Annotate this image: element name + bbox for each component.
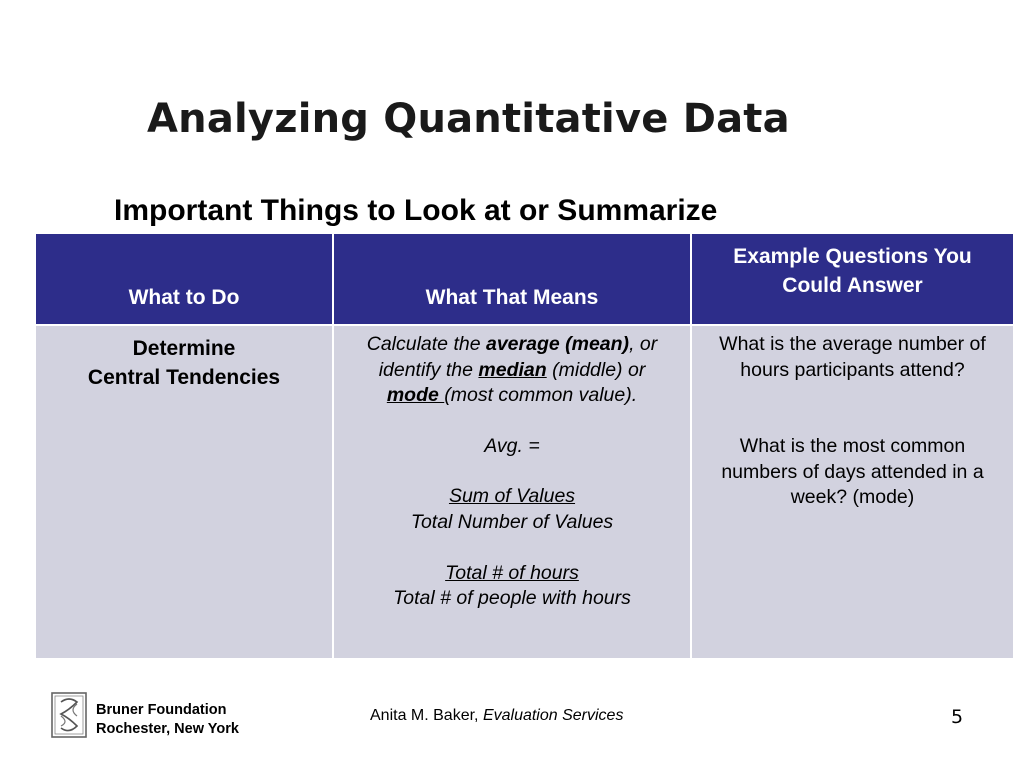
table-row [35,325,1014,659]
fraction2-denominator: Total # of people with hours [393,587,631,610]
summary-table [34,232,1015,660]
mode-term: mode [386,384,445,407]
footer-organization [96,701,239,739]
means-text: (most common value). [444,384,638,407]
avg-formula-label: Avg. = [484,434,540,457]
central-tendencies-label [44,332,324,392]
means-definition [342,332,682,409]
fraction2-numerator: Total # of hours [445,561,579,584]
means-text: identify the [378,358,479,381]
cell-what-that-means [333,325,691,659]
footer-org-name: Bruner Foundation [96,702,227,718]
cell-what-to-do [35,325,333,659]
slide-title: Analyzing Quantitative Data [147,96,790,142]
example-question-2: What is the most common numbers of days attended in a week? (mode) [721,435,984,509]
means-text: (middle) or [546,358,646,381]
slide-subtitle: Important Things to Look at or Summarize [114,194,718,227]
header-example-questions [691,233,1014,325]
means-text: Calculate the [366,333,486,355]
label-line2: Central Tendencies [87,366,281,389]
fraction1-denominator: Total Number of Values [410,510,614,533]
header-what-that-means: What That Means [333,233,691,325]
table-header-row [35,233,1014,325]
footer-author [370,707,623,725]
header-what-to-do: What to Do [35,233,333,325]
example-question-1: What is the average number of hours participants attend? [719,333,986,381]
label-line1: Determine [132,337,236,360]
header-example-line2: Could Answer [782,274,923,297]
means-text: , or [629,333,658,355]
fraction1-numerator: Sum of Values [448,485,576,508]
header-example-line1: Example Questions You [733,245,972,268]
average-mean-term: average (mean) [485,333,630,355]
author-name: Anita M. Baker, [370,707,483,724]
cell-example-questions [691,325,1014,659]
author-organization: Evaluation Services [482,707,624,724]
bruner-foundation-logo [51,692,87,738]
page-number: 5 [951,706,964,728]
median-term: median [478,358,547,381]
footer-org-location: Rochester, New York [96,721,239,737]
